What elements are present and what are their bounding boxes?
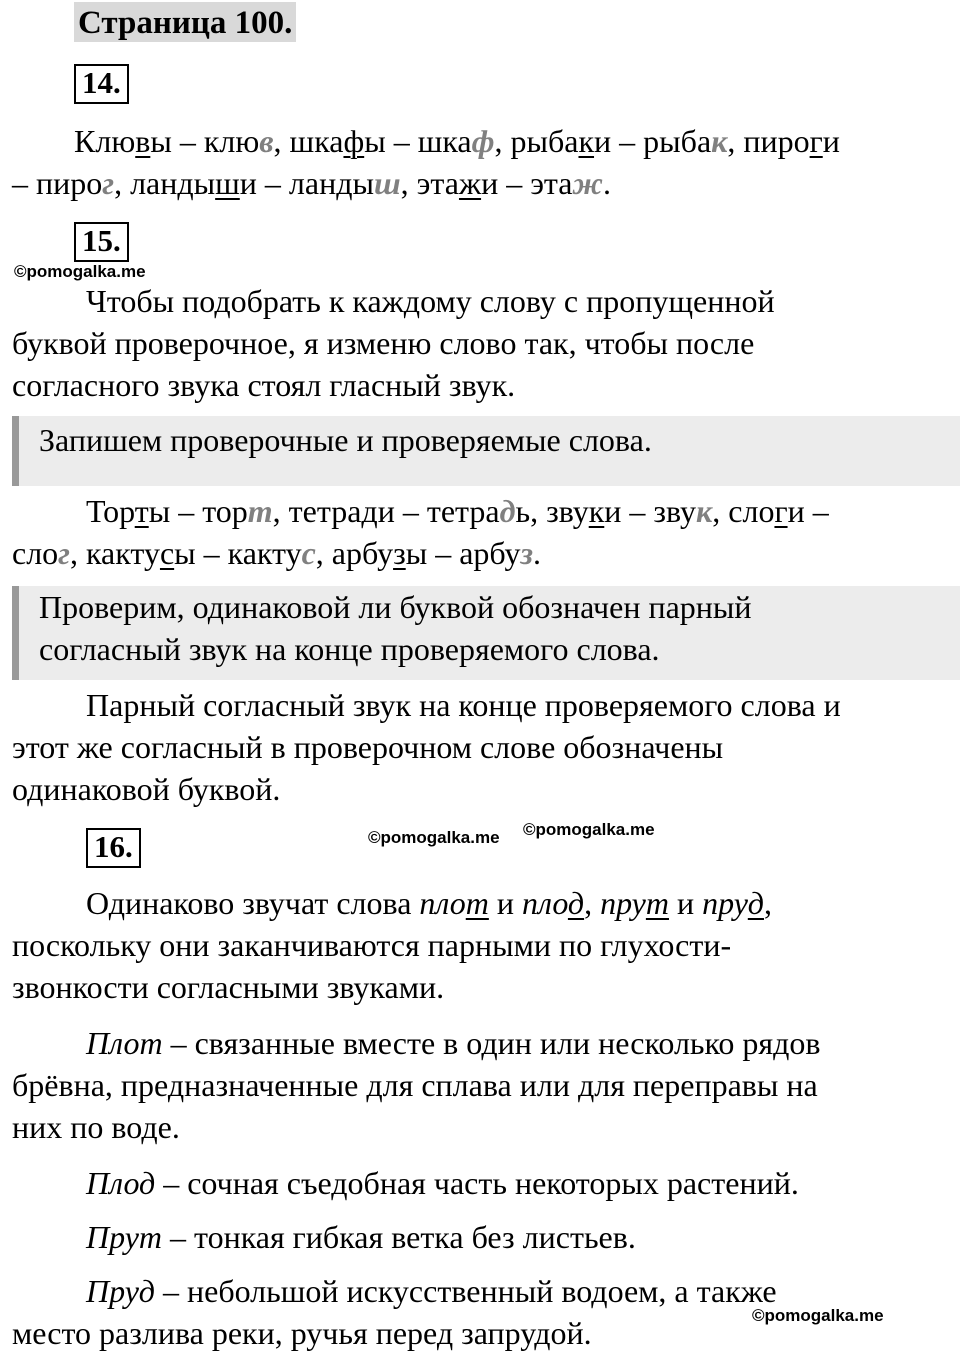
exercise-16-line-2: поскольку они заканчиваются парными по глухости- [12,927,732,963]
exercise-15-number: 15. [74,222,129,262]
exercise-15-words-line-2: слог, кактусы – кактус, арбузы – арбуз. [12,535,541,571]
exercise-15-paragraph-2-line-3: одинаковой буквой. [12,771,281,807]
note-box-1-text: Запишем проверочные и проверяемые слова. [39,422,652,458]
definition-plod: Плод – сочная съедобная часть некоторых растений. [86,1165,799,1201]
exercise-14-line-1: Клювы – клюв, шкафы – шкаф, рыбаки – рыбак, пироги [74,123,840,159]
watermark: ©pomogalka.me [14,262,146,281]
note-box-2 [12,586,960,680]
note-box-2-line-1: Проверим, одинаковой ли буквой обозначен парный [39,589,752,625]
definition-plot-line-3: них по воде. [12,1109,180,1145]
note-box-1 [12,416,960,486]
definition-prud-line-2: место разлива реки, ручья перед запрудой. [12,1315,592,1351]
definition-plot-line-2: брёвна, предназначенные для сплава или для переправы на [12,1067,818,1103]
watermark: ©pomogalka.me [523,820,655,839]
exercise-16-line-1: Одинаково звучат слова плот и плод, прут и пруд, [86,885,772,921]
exercise-15-words-line-1: Торты – торт, тетради – тетрадь, звуки – звук, слоги – [86,493,829,529]
exercise-15-paragraph-2-line-2: этот же согласный в проверочном слове обозначены [12,729,724,765]
definition-prud-line-1: Пруд – небольшой искусственный водоем, а также [86,1273,777,1309]
exercise-15-paragraph-1-line-1: Чтобы подобрать к каждому слову с пропущенной [86,283,775,319]
watermark: ©pomogalka.me [752,1306,884,1325]
exercise-16-line-3: звонкости согласными звуками. [12,969,445,1005]
exercise-14-number: 14. [74,64,129,104]
watermark: ©pomogalka.me [368,828,500,847]
note-box-2-line-2: согласный звук на конце проверяемого слова. [39,631,660,667]
exercise-15-paragraph-2-line-1: Парный согласный звук на конце проверяемого слова и [86,687,841,723]
definition-plot-line-1: Плот – связанные вместе в один или несколько рядов [86,1025,821,1061]
exercise-16-number: 16. [86,828,141,868]
exercise-14-line-2: – пирог, ландыши – ландыш, этажи – этаж. [12,165,611,201]
exercise-15-paragraph-1-line-2: буквой проверочное, я изменю слово так, чтобы после [12,325,755,361]
definition-prut: Прут – тонкая гибкая ветка без листьев. [86,1219,636,1255]
page-title: Страница 100. [74,2,296,42]
exercise-15-paragraph-1-line-3: согласного звука стоял гласный звук. [12,367,516,403]
